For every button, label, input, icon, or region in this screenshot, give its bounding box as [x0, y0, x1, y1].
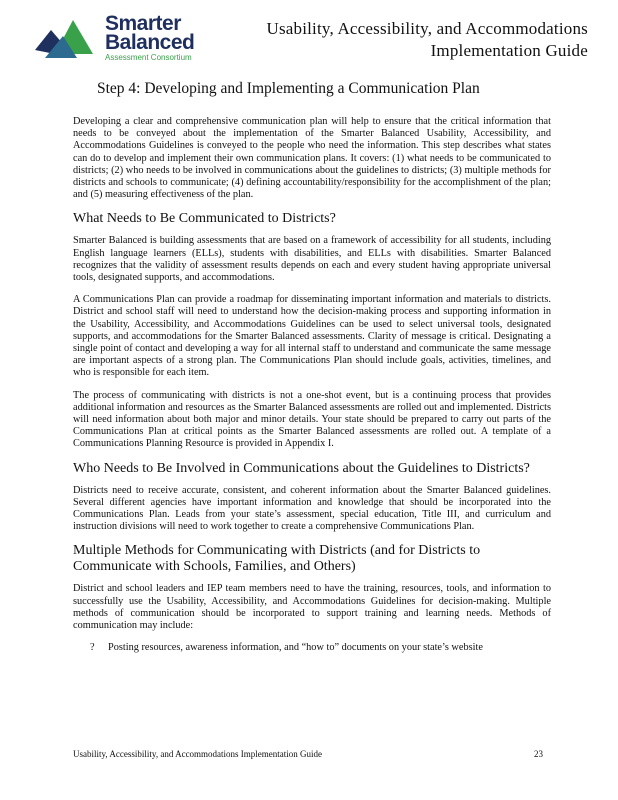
list-item-text: Posting resources, awareness information, and “how to” documents on your state’s website: [108, 642, 483, 654]
paragraph: District and school leaders and IEP team members need to have the training, resources, tools, and information to successfully use the Usability, Accessibility, and Accommodations Guidelines for decision-making. Multiple methods of communication should be incorporated to support training and learning needs. Methods of communication may include:: [73, 583, 551, 632]
page-footer: [73, 749, 543, 759]
heading-what-needs-communicated: What Needs to Be Communicated to Districts?: [73, 211, 336, 227]
smarter-balanced-logo: [33, 12, 195, 66]
document-title-line2: Implementation Guide: [430, 41, 588, 60]
logo-word-balanced: Balanced: [105, 31, 195, 54]
document-title: [266, 18, 588, 62]
logo-mark-icon: [33, 14, 105, 66]
methods-list: [73, 642, 551, 654]
paragraph: Smarter Balanced is building assessments that are based on a framework of accessibility for all students, including English language learners (ELLs), students with disabilities, and ELLs with disabilities. Smarter Balanced recognizes that the validity of assessment results depends on each and every student having appropriate universal tools, designated supports, and accommodations.: [73, 235, 551, 284]
paragraph: A Communications Plan can provide a roadmap for disseminating important information and materials to districts. District and school staff will need to understand how the decision-making process and supporting information in the Usability, Accessibility, and Accommodations Guidelines can be used to select universal tools, designated supports, and accommodations for the Smarter Balanced assessments. Clarity of message is critical. Designating a single point of contact and developing a way for all internal staff to understand and communicate the same message are important aspects of a strong plan. The Communications Plan should include goals, activities, timelines, and who is responsible for each item.: [73, 294, 551, 379]
bullet-symbol: ?: [90, 642, 95, 654]
intro-paragraph: Developing a clear and comprehensive communication plan will help to ensure that the critical information that needs to be conveyed about the implementation of the Smarter Balanced Usability, Accessibility, and Accommodations Guidelines is conveyed to the people who need the information. This step describes what states can do to develop and implement their own communication plans. It covers: (1) what needs to be communicated to districts; (2) who needs to be involved in communications about the guidelines to districts; (3) multiple methods for districts and schools to communicate; (4) defining accountability/responsibility for the accomplishment of the plan; and (5) measuring effectiveness of the plan.: [73, 116, 551, 201]
document-title-line1: Usability, Accessibility, and Accommodations: [266, 19, 588, 38]
logo-subtitle: Assessment Consortium: [105, 53, 192, 62]
page-number: 23: [534, 749, 543, 759]
footer-title: Usability, Accessibility, and Accommodations Implementation Guide: [73, 749, 323, 759]
logo-word-smarter: Smarter: [105, 12, 181, 35]
list-item: [90, 642, 551, 654]
paragraph: The process of communicating with districts is not a one-shot event, but is a continuing process that provides additional information and resources as the Smarter Balanced assessments are rolled out and implemented. Districts will need information about both major and minor details. Your state should be prepared to carry out parts of the Communications Plan at critical points as the Smarter Balanced assessments are rolled out. A template of a Communications Planning Resource is provided in Appendix I.: [73, 389, 551, 450]
heading-who-needs-involved: Who Needs to Be Involved in Communications about the Guidelines to Districts?: [73, 460, 530, 476]
step-title: Step 4: Developing and Implementing a Communication Plan: [97, 80, 480, 97]
body-content: [73, 116, 551, 655]
paragraph: Districts need to receive accurate, consistent, and coherent information about the Smarter Balanced guidelines. Several different agencies have important information and knowledge that should be incorporated into the Communications Plan. Leads from your state’s assessment, special education, Title III, and curriculum and instruction divisions will need to work together to create a comprehensive Communications Plan.: [73, 484, 551, 533]
heading-multiple-methods: Multiple Methods for Communicating with Districts (and for Districts to Communicate with Schools, Families, and Others): [73, 543, 481, 575]
